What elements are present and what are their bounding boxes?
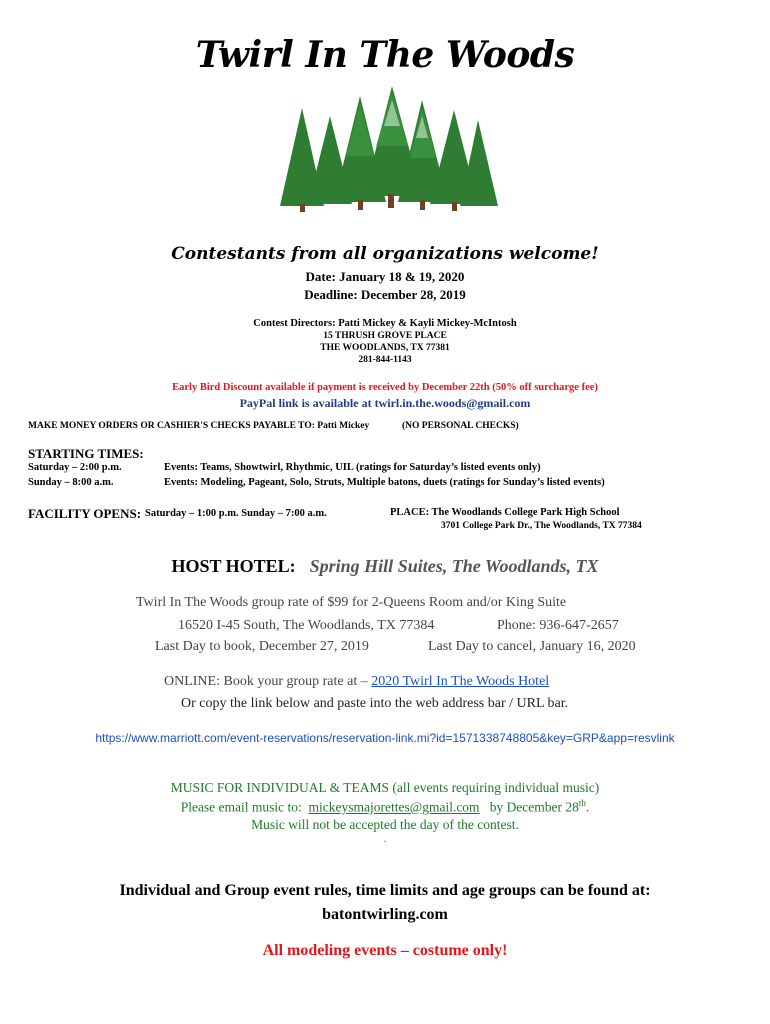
event-date: Date: January 18 & 19, 2020	[305, 269, 465, 284]
music-heading: MUSIC FOR INDIVIDUAL & TEAMS (all events requiring individual music)	[170, 780, 600, 795]
venue-address: 3701 College Park Dr., The Woodlands, TX 77384	[441, 521, 642, 531]
copy-link-note: Or copy the link below and paste into the web address bar / URL bar.	[181, 696, 569, 711]
music-deadline: by December 28	[489, 799, 579, 815]
rules-info: Individual and Group event rules, time limits and age groups can be found at:	[119, 882, 651, 899]
registration-deadline: Deadline: December 28, 2019	[304, 287, 466, 302]
venue-name: PLACE: The Woodlands College Park High School	[390, 507, 620, 518]
music-email-label: Please email music to:	[180, 799, 302, 815]
music-deadline-period: .	[585, 799, 590, 815]
rules-website: batontwirling.com	[322, 906, 448, 923]
host-hotel-heading	[0, 556, 770, 577]
flyer-title: Twirl In The Woods	[195, 34, 575, 76]
last-day-to-book: Last Day to book, December 27, 2019	[155, 639, 369, 654]
hotel-address: 16520 I-45 South, The Woodlands, TX 77384	[178, 618, 435, 633]
music-email-link[interactable]: mickeysmajorettes@gmail.com	[308, 799, 480, 815]
no-personal-checks: (NO PERSONAL CHECKS)	[402, 421, 519, 431]
facility-opens-times: Saturday – 1:00 p.m. Sunday – 7:00 a.m.	[145, 508, 327, 519]
saturday-start: Saturday – 2:00 p.m.	[28, 462, 122, 473]
paypal-notice: PayPal link is available at twirl.in.the.woods@gmail.com	[239, 396, 531, 410]
modeling-costume-notice: All modeling events – costume only!	[262, 942, 508, 959]
hotel-phone: Phone: 936-647-2657	[497, 618, 619, 633]
music-deadline-suffix: th	[578, 798, 586, 808]
music-stray-dot: .	[383, 834, 387, 845]
address-line-1: 15 THRUSH GROVE PLACE	[323, 331, 447, 341]
online-booking	[164, 674, 549, 690]
early-bird-discount: Early Bird Discount available if payment is received by December 22th (50% off surcharge fee)	[172, 382, 598, 393]
welcome-heading: Contestants from all organizations welcome!	[171, 244, 599, 264]
payable-to: MAKE MONEY ORDERS OR CASHIER'S CHECKS PAYABLE TO: Patti Mickey	[28, 421, 370, 431]
contact-phone: 281-844-1143	[358, 355, 412, 365]
last-day-to-cancel: Last Day to cancel, January 16, 2020	[428, 639, 636, 654]
starting-times-heading: STARTING TIMES:	[28, 446, 144, 461]
online-booking-label: ONLINE: Book your group rate at –	[164, 674, 368, 689]
hotel-booking-link[interactable]: 2020 Twirl In The Woods Hotel	[371, 674, 550, 689]
pine-trees-icon	[272, 86, 502, 214]
facility-opens-label: FACILITY OPENS:	[28, 506, 142, 521]
host-hotel-label: HOST HOTEL:	[171, 556, 296, 576]
sunday-events: Events: Modeling, Pageant, Solo, Struts, Multiple batons, duets (ratings for Sunday’s listed events)	[164, 477, 605, 488]
music-day-of-note: Music will not be accepted the day of the contest.	[251, 817, 519, 832]
host-hotel-name: Spring Hill Suites, The Woodlands, TX	[309, 556, 599, 576]
music-email-line	[0, 798, 770, 816]
group-rate: Twirl In The Woods group rate of $99 for 2-Queens Room and/or King Suite	[136, 595, 567, 610]
contest-directors: Contest Directors: Patti Mickey & Kayli Mickey-McIntosh	[253, 318, 517, 329]
sunday-start: Sunday – 8:00 a.m.	[28, 477, 114, 488]
saturday-events: Events: Teams, Showtwirl, Rhythmic, UIL (ratings for Saturday’s listed events only)	[164, 462, 541, 473]
address-line-2: THE WOODLANDS, TX 77381	[320, 343, 450, 353]
marriott-reservation-url[interactable]: https://www.marriott.com/event-reservations/reservation-link.mi?id=1571338748805&key=GRP&app=resvlink	[95, 731, 675, 745]
